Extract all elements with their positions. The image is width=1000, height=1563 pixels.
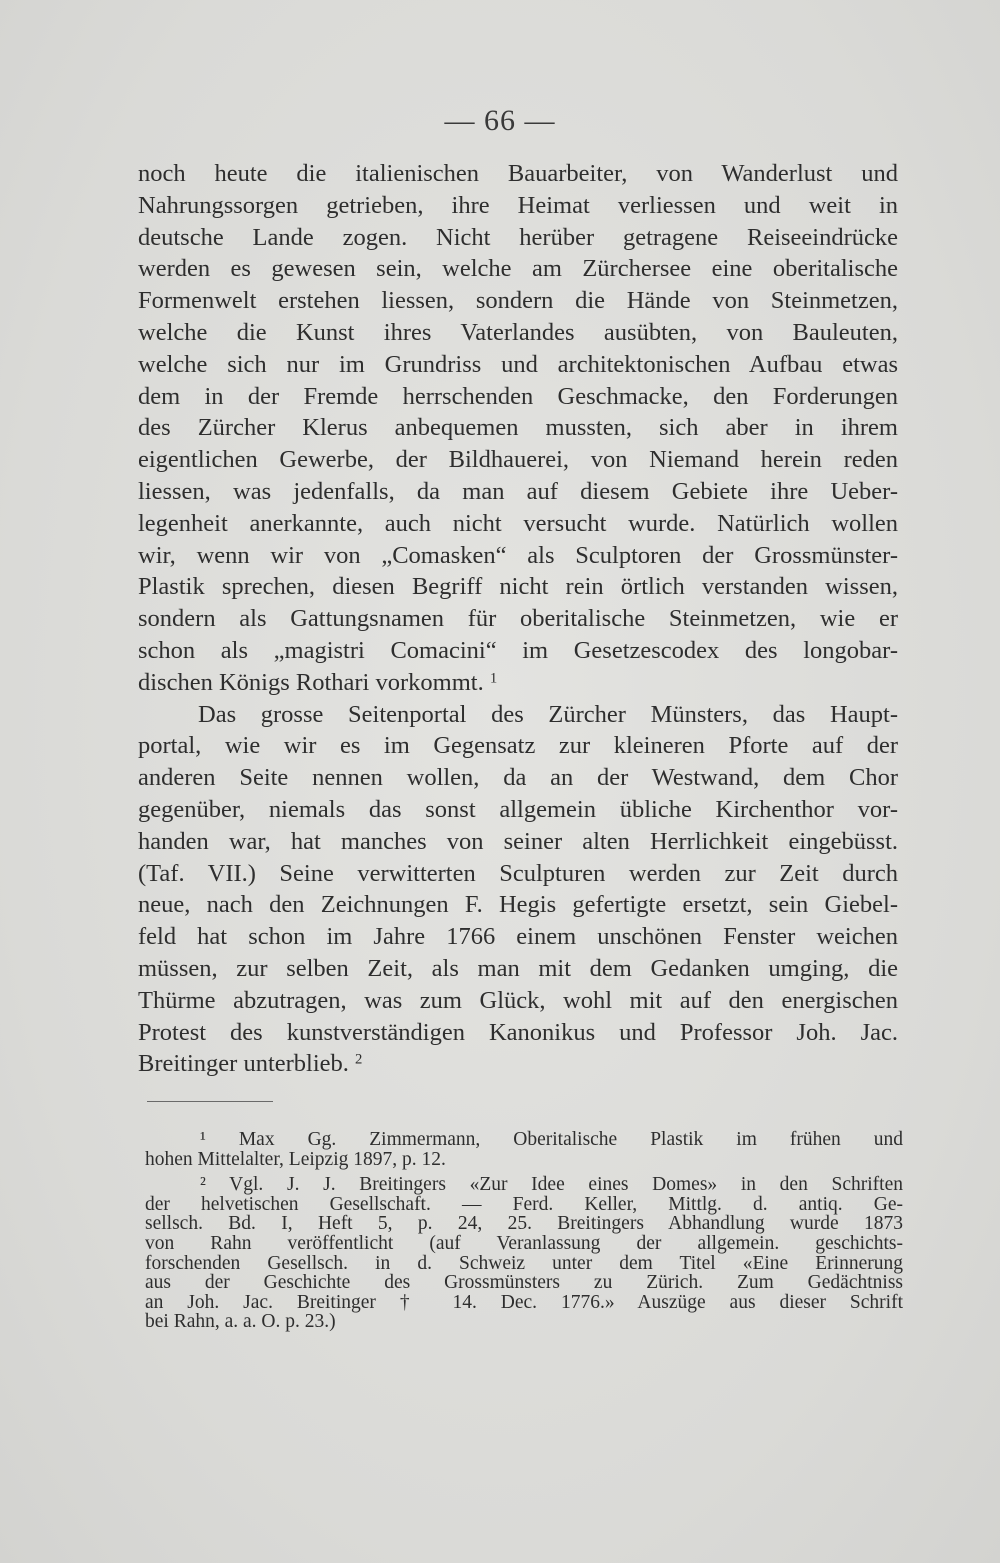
footnote-line: sellsch. Bd. I, Heft 5, p. 24, 25. Breitingers Abhandlung wurde 1873 [145, 1213, 903, 1235]
footnotes [145, 1130, 903, 1332]
text-line: feld hat schon im Jahre 1766 einem unschönen Fenster weichen [138, 923, 898, 951]
text-line: handen war, hat manches von seiner alten Herrlichkeit eingebüsst. [138, 827, 898, 855]
text-line: welche sich nur im Grundriss und architektonischen Aufbau etwas [138, 350, 898, 378]
text-line: legenheit anerkannte, auch nicht versucht wurde. Natürlich wollen [138, 509, 898, 537]
text-line: Nahrungssorgen getrieben, ihre Heimat verliessen und weit in [138, 191, 898, 219]
text-line: noch heute die italienischen Bauarbeiter, von Wanderlust und [138, 160, 898, 187]
text-line: müssen, zur selben Zeit, als man mit dem Gedanken umging, die [138, 954, 898, 982]
text-line: Thürme abzutragen, was zum Glück, wohl mit auf den energischen [138, 986, 898, 1014]
footnote-line: der helvetischen Gesellschaft. — Ferd. Keller, Mittlg. d. antiq. Ge- [145, 1193, 903, 1215]
footnote-line: ¹ Max Gg. Zimmermann, Oberitalische Plastik im frühen und [200, 1129, 903, 1150]
footnote-line: bei Rahn, a. a. O. p. 23.) [145, 1311, 336, 1333]
text-segment: Breitinger unterblieb. [138, 1050, 349, 1078]
text-line [138, 667, 898, 699]
text-line: liessen, was jedenfalls, da man auf diesem Gebiete ihre Ueber- [138, 477, 898, 505]
footnote-line: forschenden Gesellsch. in d. Schweiz unter dem Titel «Eine Erinnerung [145, 1252, 903, 1274]
text-line: wir, wenn wir von „Comasken“ als Sculptoren der Grossmünster- [138, 541, 898, 569]
text-line [138, 1048, 898, 1080]
footnote-line: ² Vgl. J. J. Breitingers «Zur Idee eines Domes» in den Schriften [200, 1174, 903, 1196]
footnote-divider [147, 1101, 273, 1102]
footnote-line: hohen Mittelalter, Leipzig 1897, p. 12. [145, 1148, 446, 1170]
main-text [138, 158, 898, 1080]
footnote-line: aus der Geschichte des Grossmünsters zu Zürich. Zum Gedächtniss [145, 1272, 903, 1294]
text-line: welche die Kunst ihres Vaterlandes ausübten, von Bauleuten, [138, 318, 898, 346]
text-line: des Zürcher Klerus anbequemen mussten, sich aber in ihrem [138, 414, 898, 442]
text-line: Das grosse Seitenportal des Zürcher Münsters, das Haupt- [198, 700, 898, 728]
text-line: Plastik sprechen, diesen Begriff nicht rein örtlich verstanden wissen, [138, 573, 898, 601]
text-line: eigentlichen Gewerbe, der Bildhauerei, von Niemand herein reden [138, 446, 898, 474]
footnote-line: von Rahn veröffentlicht (auf Veranlassung der allgemein. geschichts- [145, 1232, 903, 1254]
text-line: schon als „magistri Comacini“ im Gesetzescodex des longobar- [138, 636, 898, 664]
text-line: anderen Seite nennen wollen, da an der Westwand, dem Chor [138, 764, 898, 792]
text-line: werden es gewesen sein, welche am Zürchersee eine oberitalische [138, 255, 898, 283]
text-line: dem in der Fremde herrschenden Geschmacke, den Forderungen [138, 382, 898, 410]
text-line: deutsche Lande zogen. Nicht herüber getragene Reiseeindrücke [138, 223, 898, 251]
text-line: Protest des kunstverständigen Kanonikus und Professor Joh. Jac. [138, 1018, 898, 1046]
footnote-ref: 2 [355, 1051, 363, 1068]
text-line: Formenwelt erstehen liessen, sondern die Hände von Steinmetzen, [138, 287, 898, 315]
footnote-ref: 1 [489, 670, 498, 687]
footnote-line: an Joh. Jac. Breitinger † 14. Dec. 1776.» Auszüge aus dieser Schrift [145, 1291, 903, 1313]
text-line: neue, nach den Zeichnungen F. Hegis gefertigte ersetzt, sein Giebel- [138, 891, 898, 919]
text-line: portal, wie wir es im Gegensatz zur kleineren Pforte auf der [138, 732, 898, 760]
text-line: sondern als Gattungsnamen für oberitalische Steinmetzen, wie er [138, 605, 898, 633]
page-number: — 66 — [444, 104, 556, 137]
text-line: (Taf. VII.) Seine verwitterten Sculpturen werden zur Zeit durch [138, 859, 898, 887]
text-line: gegenüber, niemals das sonst allgemein übliche Kirchenthor vor- [138, 795, 898, 823]
text-segment: dischen Königs Rothari vorkommt. [138, 668, 484, 696]
